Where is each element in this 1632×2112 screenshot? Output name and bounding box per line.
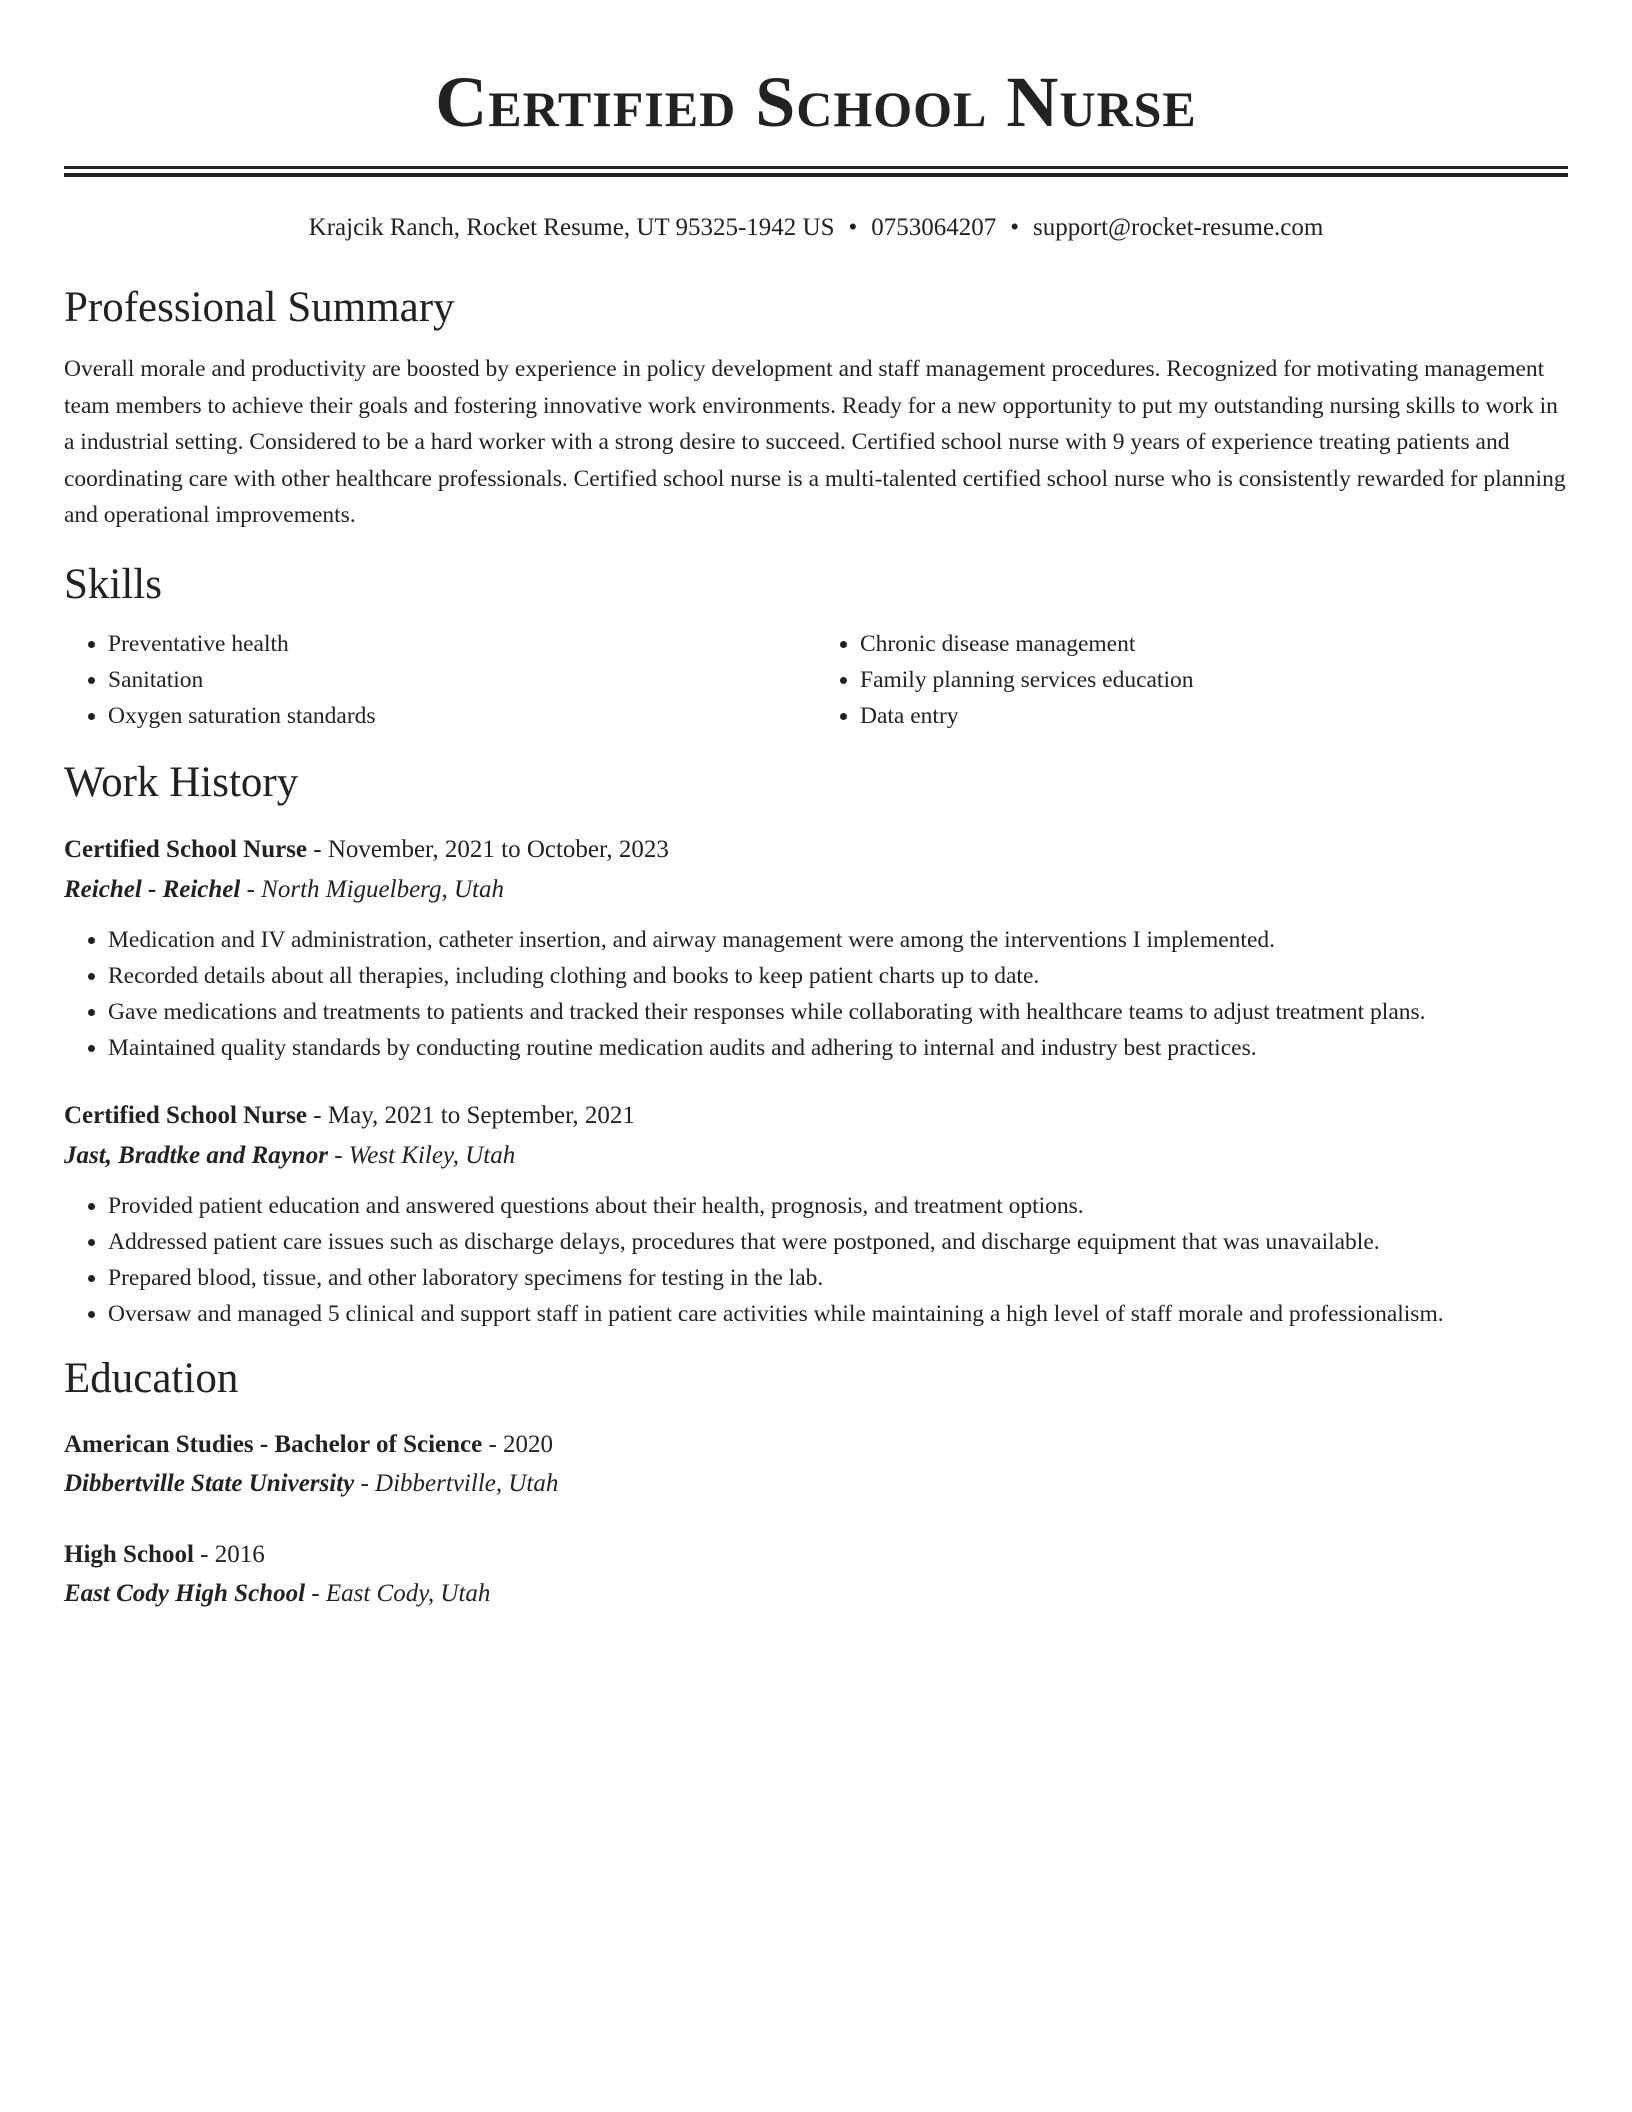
job-bullet: • Provided patient education and answered questions about their health, prognosis, and treatment options. bbox=[108, 1188, 1568, 1224]
job-bullet: • Prepared blood, tissue, and other laboratory specimens for testing in the lab. bbox=[108, 1260, 1568, 1296]
skill-item: • Family planning services education bbox=[860, 662, 1568, 698]
education-entry bbox=[64, 1536, 1568, 1614]
job-bullets bbox=[64, 1188, 1568, 1332]
title-divider bbox=[64, 166, 1568, 177]
work-history-heading: Work History bbox=[64, 758, 299, 806]
job-bullets bbox=[64, 922, 1568, 1066]
job-company-line bbox=[64, 870, 1568, 910]
skills-heading: Skills bbox=[64, 560, 162, 608]
education-location: - Dibbertville, Utah bbox=[354, 1469, 559, 1497]
job-title: Certified School Nurse bbox=[64, 835, 308, 863]
education-heading: Education bbox=[64, 1354, 239, 1402]
skill-item: • Sanitation bbox=[108, 662, 816, 698]
skill-item: • Data entry bbox=[860, 698, 1568, 734]
contact-separator: • bbox=[1010, 214, 1020, 241]
resume-title: Certified School Nurse bbox=[435, 62, 1197, 142]
skills-column-right bbox=[816, 626, 1568, 734]
job-location: - West Kiley, Utah bbox=[327, 1141, 516, 1169]
education-year: - 2020 bbox=[482, 1430, 554, 1458]
education-degree: High School bbox=[64, 1540, 194, 1568]
job-bullet: • Oversaw and managed 5 clinical and support staff in patient care activities while maintaining a high level of staff morale and professionalism. bbox=[108, 1296, 1568, 1332]
education-school-line bbox=[64, 1464, 1568, 1504]
education-school-line bbox=[64, 1574, 1568, 1614]
education-degree: American Studies - Bachelor of Science bbox=[64, 1430, 483, 1458]
job-bullet: • Addressed patient care issues such as discharge delays, procedures that were postponed, and discharge equipment that was unavailable. bbox=[108, 1224, 1568, 1260]
education-school: Dibbertville State University bbox=[64, 1469, 355, 1497]
education-year: - 2016 bbox=[193, 1540, 265, 1568]
education-header bbox=[64, 1426, 1568, 1464]
summary-text: Overall morale and productivity are boosted by experience in policy development and staff management procedures. Recognized for motivating management team members to achieve their goals and fostering innovative work environments. Ready for a new opportunity to put my outstanding nursing skills to work in a industrial setting. Considered to be a hard worker with a strong desire to succeed. Certified school nurse with 9 years of experience treating patients and coordinating care with other healthcare professionals. Certified school nurse is a multi-talented certified school nurse who is consistently rewarded for planning and operational improvements. bbox=[64, 356, 1566, 528]
job-entry bbox=[64, 1096, 1568, 1332]
job-header bbox=[64, 830, 1568, 870]
contact-phone: 0753064207 bbox=[871, 214, 997, 241]
education-entry bbox=[64, 1426, 1568, 1504]
job-bullet: • Maintained quality standards by conducting routine medication audits and adhering to internal and industry best practices. bbox=[108, 1030, 1568, 1066]
contact-separator: • bbox=[848, 214, 858, 241]
skills-column-left bbox=[64, 626, 816, 734]
education-location: - East Cody, Utah bbox=[305, 1579, 491, 1607]
job-bullet: • Gave medications and treatments to patients and tracked their responses while collaborating with healthcare teams to adjust treatment plans. bbox=[108, 994, 1568, 1030]
skill-item: • Oxygen saturation standards bbox=[108, 698, 816, 734]
summary-heading: Professional Summary bbox=[64, 284, 455, 331]
contact-line bbox=[64, 213, 1568, 243]
job-header bbox=[64, 1096, 1568, 1136]
job-entry bbox=[64, 830, 1568, 1066]
contact-email: support@rocket-resume.com bbox=[1033, 214, 1324, 241]
skill-item: • Chronic disease management bbox=[860, 626, 1568, 662]
job-bullet: • Medication and IV administration, catheter insertion, and airway management were among the interventions I implemented. bbox=[108, 922, 1568, 958]
job-company-line bbox=[64, 1136, 1568, 1176]
job-bullet: • Recorded details about all therapies, including clothing and books to keep patient charts up to date. bbox=[108, 958, 1568, 994]
contact-address: Krajcik Ranch, Rocket Resume, UT 95325-1942 US bbox=[308, 214, 835, 241]
job-company: Jast, Bradtke and Raynor bbox=[64, 1141, 328, 1169]
job-location: - North Miguelberg, Utah bbox=[240, 875, 504, 903]
job-company: Reichel - Reichel bbox=[64, 875, 241, 903]
education-school: East Cody High School bbox=[64, 1579, 306, 1607]
skills-list bbox=[64, 626, 1568, 734]
job-dates: - May, 2021 to September, 2021 bbox=[307, 1101, 635, 1129]
job-title: Certified School Nurse bbox=[64, 1101, 308, 1129]
skill-item: • Preventative health bbox=[108, 626, 816, 662]
job-dates: - November, 2021 to October, 2023 bbox=[307, 835, 669, 863]
education-header bbox=[64, 1536, 1568, 1574]
